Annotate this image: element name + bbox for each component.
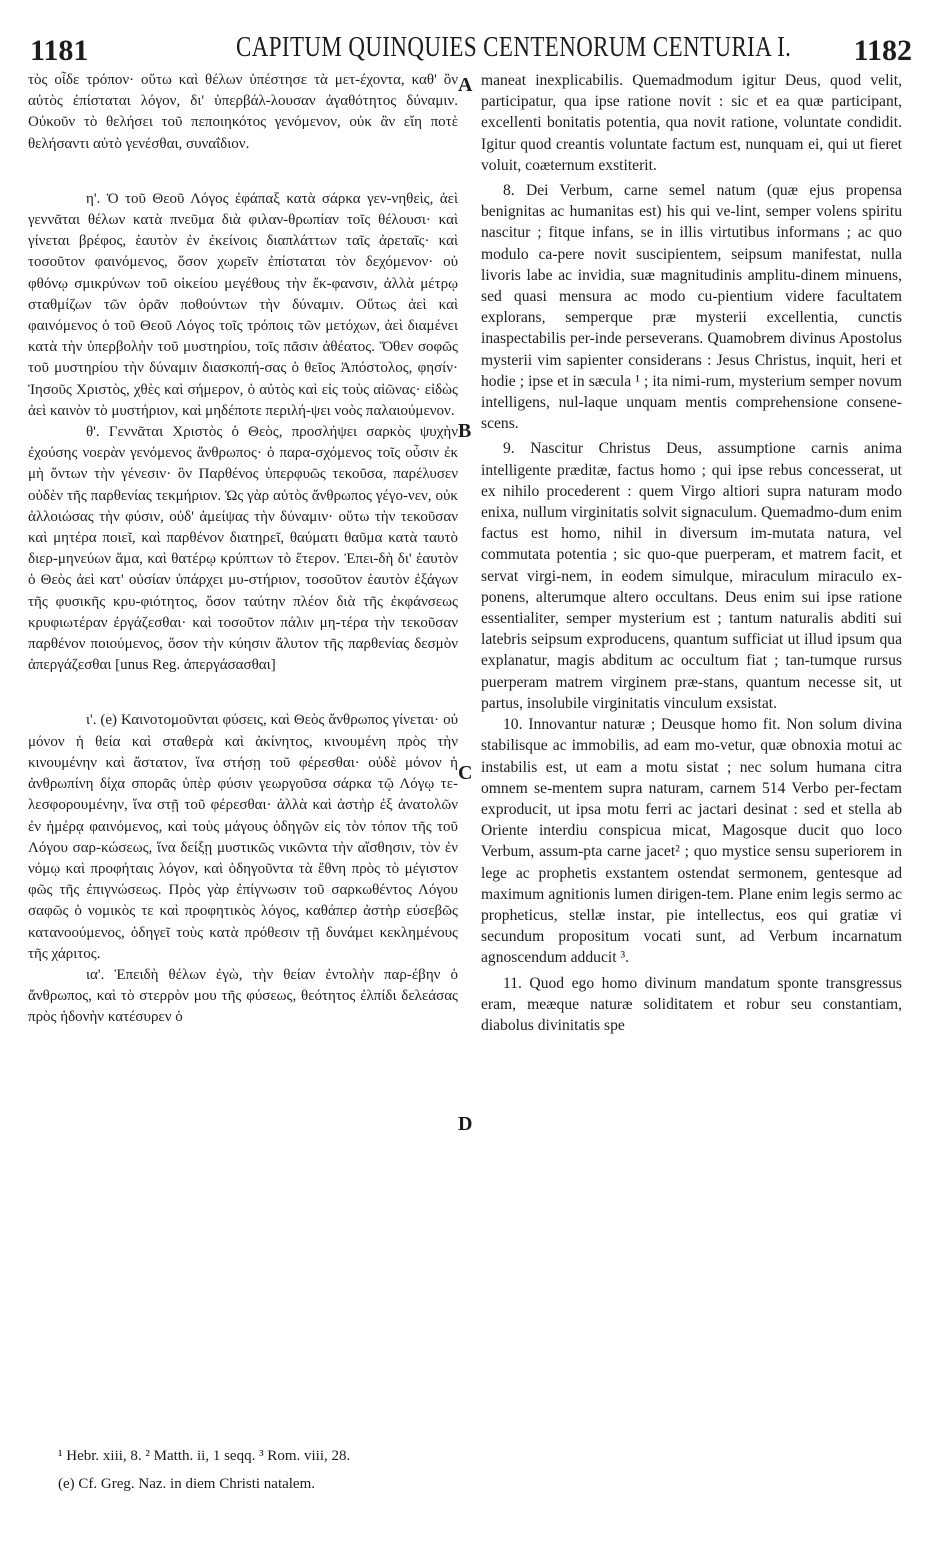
page-number-left: 1181 (30, 34, 89, 67)
margin-marker-b: B (458, 420, 472, 442)
page-number-right: 1182 (853, 34, 912, 67)
greek-paragraph-9: θ'. Γεννᾶται Χριστὸς ὁ Θεὸς, προσλήψει σαρκὸς ψυχὴν ἐχούσης νοερὰν γενόμενος ἄνθρωπος· ὁ παρα-σχόμενος τοῖς οὖσιν ἐκ μὴ ὄντων τὴν γένεσιν· ὃν Παρθένος ὑπερφυῶς τεκοῦσα, παρέλυσεν οὐδὲν τῆς παρθενίας τεκμήριον. Ὡς γὰρ αὐτὸς ἄνθρωπος γέγο-νεν, οὐκ ἀλλοιώσας τὴν φύσιν, οὐδ' ἀμείψας τὴν δύναμιν· οὕτω τὴν τεκοῦσαν καὶ μητέρα ποιεῖ, καὶ παρθένον διατηρεῖ, θαύματι θαῦμα κατὰ ταυτὸ διερ-μηνεύων ἅμα, καὶ θατέρῳ κρύπτων τὸ ἕτερον. Ἐπει-δὴ δι' ἑαυτὸν ὁ Θεὸς ἀεὶ κατ' οὐσίαν ὑπάρχει μυ-στήριον, τοσοῦτον ἑαυτὸν ἐξάγων τῆς φυσικῆς κρυ-φιότητος, ὅσον ταύτην πλέον διὰ τῆς ἐκφάνσεως κρυφιωτέραν ἐργάζεσθαι· καὶ τοσοῦτον πάλιν μη-τέρα τὴν τεκοῦσαν παρθένον ποιούμενος, ὅσον τὴν κύησιν ἄλυτον τῆς παρθενίας δεσμὸν ἀπεργάζεσθαι [unus Reg. ἀπεργάσασθαι] (28, 424, 458, 674)
latin-column (481, 70, 902, 1036)
latin-paragraph-7-end: maneat inexplicabilis. Quemadmodum igitur Deus, quod velit, participatur, qua ipse ratione novit : sic et ea quæ participant, excellenti bonitatis potentia, qua novit ratione, voluntate condidit. Igitur quod creantis voluntate factum est, nunquam ei, qui ut fieret voluit, coæternum exstiterit. (481, 72, 902, 174)
greek-paragraph-8: η'. Ὁ τοῦ Θεοῦ Λόγος ἐφάπαξ κατὰ σάρκα γεν-νηθεὶς, ἀεὶ γεννᾶται θέλων κατὰ πνεῦμα διὰ φιλαν-θρωπίαν τοῖς θέλουσι· καὶ γίνεται βρέφος, ἑαυτὸν ἐν ἐκείνοις διαπλάττων ταῖς ἀρεταῖς· καὶ τοσοῦτον φαινόμενος, ὅσον χωρεῖν ἐπίσταται τὸν δεχόμενον· οὐ φθόνῳ σμικρύνων τοῦ οἰκείου μεγέθους τὴν ἔκ-φανσιν, ἀλλὰ μέτρῳ σταθμίζων τῶν ὁρᾶν ποθούντων τὴν δύναμιν. Οὕτως ἀεὶ καὶ φαινόμενος ὁ τοῦ Θεοῦ Λόγος τοῖς τρόποις τῶν μετόχων, ἀεὶ διαμένει κατὰ τὴν ὑπερβολὴν τοῦ μυστηρίου, τοῖς πᾶσιν ἀθέατος. Ὅθεν σοφῶς τοῦ μυστηρίου τὴν δύναμιν διασκοπή-σας ὁ θεῖος Ἀπόστολος, φησίν· Ἰησοῦς Χριστὸς, χθὲς καὶ σήμερον, ὁ αὐτὸς καὶ εἰς τοὺς αἰῶνας· εἰδὼς ἀεὶ καινὸν τὸ μυστήριον, καὶ μηδέποτε περιλή-ψει νοὸς παλαιούμενον. (28, 190, 458, 419)
running-title: CAPITUM QUINQUIES CENTENORUM CENTURIA I. (236, 32, 792, 63)
footnotes (58, 1442, 908, 1498)
margin-marker-c: C (458, 762, 473, 784)
footnote-greg-naz: (e) Cf. Greg. Naz. in diem Christi natalem. (58, 1476, 316, 1492)
margin-marker-d: D (458, 1113, 473, 1135)
running-header (0, 30, 930, 70)
latin-paragraph-10: 10. Innovantur naturæ ; Deusque homo fit. Non solum divina stabilisque ac immobilis, ad eam mo-vetur, quæ obnoxia motui ac instabilis est, ut eam a motu sistat ; nec solum humana citra omnem se-mentem supra naturam, carnem 514 Verbo per-fectam exproducit, ut ipsa motu ferri ac jactari desinat : sed et stella ab Oriente interdiu conspicua micat, Magosque ducit quo loco Verbum, assum-pta carne jacet² ; quo mystice sensu superiorem in lege ac prophetis exstantem ostendat sermonem, gentesque ad maximum agnitionis lumen dirigen-tem. Plane enim legis sermo ac propheticus, stellæ instar, pie intellectus, eos qui gratiæ vi secundum propositum vocati sunt, ad Verbum incarnatum agnoscendum adducit ³. (481, 716, 902, 967)
latin-paragraph-11: 11. Quod ego homo divinum mandatum sponte transgressus eram, meæque naturæ soliditatem et robur seu constantiam, diabolus divinitatis spe (481, 974, 902, 1034)
footnote-scripture-refs: ¹ Hebr. xiii, 8. ² Matth. ii, 1 seqq. ³ Rom. viii, 28. (58, 1448, 351, 1464)
latin-paragraph-9: 9. Nascitur Christus Deus, assumptione carnis anima intelligente præditæ, factus homo ; qui ipse rebus concesserat, ut ex nihilo procederent : quem Virgo altiori supra naturam modo enixa, nullum virginitatis solvit signaculum. Quemadmo-dum enim factus est homo, nihil in diversum im-mutata natura, vel commutata potentia ; sic quo-que puerperam, et matrem facit, et servat virgi-nem, in eodem simulque, miraculum miraculo ex-ponens, alterumque altero occultans. Deus enim sui ipse ratione essentialiter, semper mysterium est ; tantum naturalis abditi sui latebris seipsum exproducens, quantum sufficiat ut illud ipsum qua explanatur, magis abditum ac occultum fiat ; tan-tumque rursus puerperam matrem virginem præ-stans, quantum necesse sit, ut partus, insolubile virginitatis vinculum exsistat. (481, 440, 902, 712)
greek-column (28, 70, 458, 1029)
greek-paragraph-11: ια'. Ἐπειδὴ θέλων ἐγὼ, τὴν θείαν ἐντολὴν παρ-έβην ὁ ἄνθρωπος, καὶ τὸ στερρὸν μου τῆς φύσεως, θεότητος ἐλπίδι δελεάσας πρὸς ἡδονὴν κατέσυρεν ὁ (28, 966, 458, 1026)
greek-paragraph-7-end: τὸς οἶδε τρόπον· οὕτω καὶ θέλων ὑπέστησε τὰ μετ-έχοντα, καθ' ὃν αὐτὸς ἐπίσταται λόγον, δι' ὑπερβάλ-λουσαν ἀγαθότητος δύναμιν. Οὐκοῦν τὸ θελήσει τοῦ πεποιηκότος γενόμενον, οὐκ ἂν εἴη ποτὲ θελήσαντι αὐτὸ γενέσθαι, συναΐδιον. (28, 72, 458, 152)
greek-paragraph-10: ι'. (e) Καινοτομοῦνται φύσεις, καὶ Θεὸς ἄνθρωπος γίνεται· οὐ μόνον ἡ θεία καὶ σταθερὰ καὶ ἀκίνητος, κινουμένη πρὸς τὴν κινουμένην καὶ ἄστατον, ἵνα στήσῃ τοῦ φέρεσθαι· οὐδὲ μόνον ἡ ἀνθρωπίνη δίχα σπορᾶς ὑπὲρ φύσιν γεωργοῦσα σάρκα τῷ Λόγῳ τε-λεσφορουμένην, ἵνα στῇ τοῦ φέρεσθαι· ἀλλὰ καὶ ἀστὴρ ἐξ ἀνατολῶν ἐν ἡμέρᾳ φαινόμενος, καὶ τοὺς μάγους ὁδηγῶν εἰς τὸν τόπον τῆς τοῦ Λόγου σαρ-κώσεως, ἵνα δείξῃ μυστικῶς νικῶντα τὴν αἴσθησιν, τὸν ἐν νόμῳ καὶ προφήταις λόγον, καὶ ὁδηγοῦντα τὰ ἔθνη πρὸς τὸ μέγιστον φῶς τῆς ἐπιγνώσεως. Πρὸς γὰρ ἐπίγνωσιν τοῦ σαρκωθέντος Λόγου σαφῶς ὁ νομικὸς τε καὶ προφητικὸς λόγος, καθάπερ ἀστὴρ εὐσεβῶς κατανοούμενος, ὁδηγεῖ τοὺς κατὰ πρόθεσιν τῇ δυνάμει κεκλημένους τῆς χάριτος. (28, 712, 458, 962)
margin-marker-a: A (458, 74, 473, 96)
latin-paragraph-8: 8. Dei Verbum, carne semel natum (quæ ejus propensa benignitas ac humanitas est) his qui ve-lint, semper volens spiritu nascitur ; fitque infans, se in illis virtutibus informans ; ac quo modulo ca-pere novit suscipientem, seipsum manifestat, nulla livoris labe ac invidia, suæ magnitudinis amplitu-dinem minuens, sed quasi mensura ac modo cu-pientium videre facultatem explorans, semperque præ mysterii excellentia, cunctis inaspectabilis per-inde perseverans. Quamobrem divinus Apostolus mysterii vim sapienter considerans : Jesus Christus, inquit, heri et hodie ; ipse et in sæcula ¹ ; ita nimi-rum, mysterium semper novum intelligens, nul-laque unquam mentis comprehensione consene-scens. (481, 182, 902, 433)
